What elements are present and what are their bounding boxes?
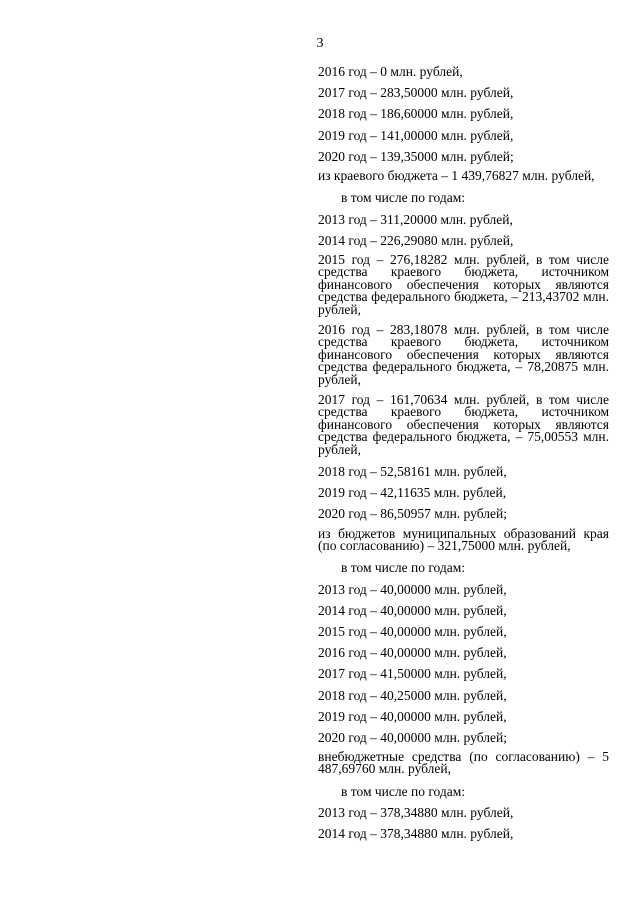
funding-paragraph: 2013 год – 311,20000 млн. рублей, [318,211,513,227]
funding-paragraph: в том числе по годам: [341,560,466,576]
funding-paragraph: из бюджетов муниципальных образований края (по согласованию) – 321,75000 млн. рублей, [318,525,609,553]
funding-paragraph: 2014 год – 40,00000 млн. рублей, [318,602,507,618]
funding-text-column [318,64,609,847]
funding-paragraph: 2014 год – 226,29080 млн. рублей, [318,232,514,248]
funding-paragraph: 2017 год – 161,70634 млн. рублей, в том числе средства краевого бюджета, источником финансового обеспечения которых являются средства федерального бюджета, – 75,00553 млн. рублей, [318,391,609,457]
funding-paragraph: 2015 год – 40,00000 млн. рублей, [318,623,507,639]
funding-paragraph: 2015 год – 276,18282 млн. рублей, в том числе средства краевого бюджета, источником финансового обеспечения которых являются средства федерального бюджета, – 213,43702 млн. рублей, [318,251,609,317]
funding-paragraph: 2018 год – 186,60000 млн. рублей, [318,106,514,122]
funding-paragraph: в том числе по годам: [341,190,466,206]
funding-paragraph: из краевого бюджета – 1 439,76827 млн. рублей, [318,167,595,183]
funding-paragraph: 2019 год – 40,00000 млн. рублей, [318,708,507,724]
page-number: 3 [316,36,324,51]
funding-paragraph: в том числе по годам: [341,783,466,799]
funding-paragraph: 2019 год – 42,11635 млн. рублей, [318,485,507,501]
funding-paragraph: 2020 год – 86,50957 млн. рублей; [318,506,507,522]
funding-paragraph: 2018 год – 52,58161 млн. рублей, [318,464,507,479]
funding-paragraph: 2018 год – 40,25000 млн. рублей, [318,687,507,703]
funding-paragraph: 2016 год – 40,00000 млн. рублей, [318,645,507,661]
funding-paragraph: 2014 год – 378,34880 млн. рублей, [318,826,514,842]
funding-paragraph: внебюджетные средства (по согласованию) – 5 487,69760 млн. рублей, [318,749,609,777]
funding-paragraph: 2013 год – 40,00000 млн. рублей, [318,581,507,597]
funding-paragraph: 2016 год – 0 млн. рублей, [318,64,463,79]
funding-paragraph: 2017 год – 283,50000 млн. рублей, [318,85,514,101]
funding-paragraph: 2013 год – 378,34880 млн. рублей, [318,805,514,821]
funding-paragraph: 2019 год – 141,00000 млн. рублей, [318,127,514,143]
funding-paragraph: 2020 год – 139,35000 млн. рублей; [318,148,514,164]
funding-paragraph: 2017 год – 41,50000 млн. рублей, [318,666,507,682]
funding-paragraph: 2020 год – 40,00000 млн. рублей; [318,729,507,745]
funding-paragraph: 2016 год – 283,18078 млн. рублей, в том числе средства краевого бюджета, источником финансового обеспечения которых являются средства федерального бюджета, – 78,20875 млн. рублей, [318,321,609,387]
